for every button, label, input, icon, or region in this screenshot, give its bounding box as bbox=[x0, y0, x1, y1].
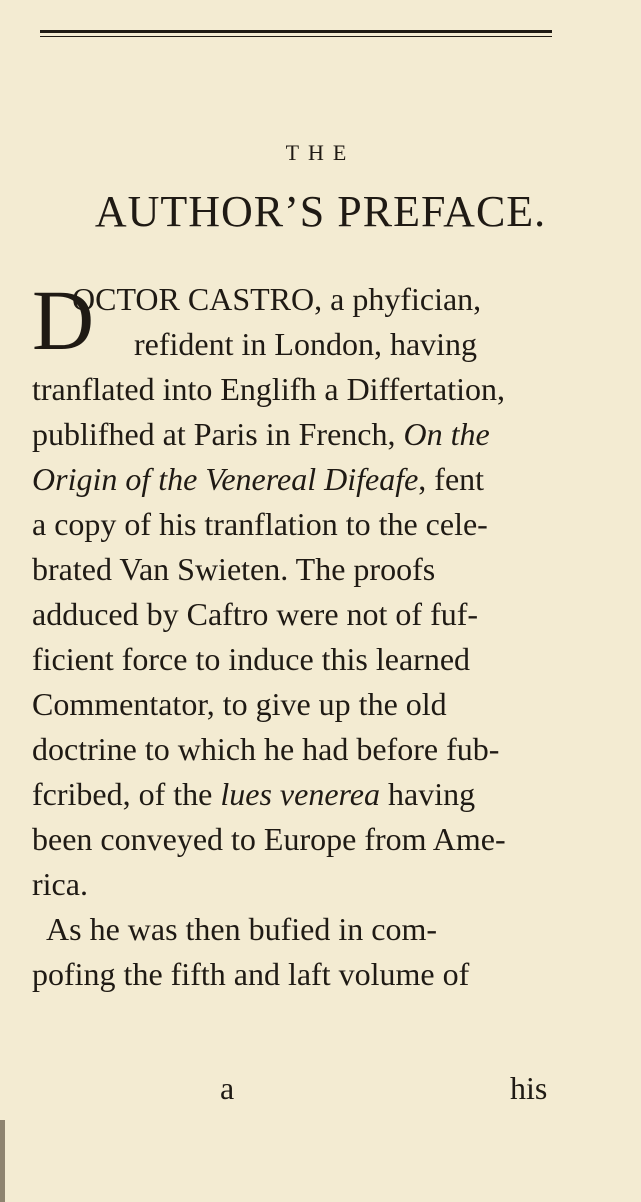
text-line bbox=[32, 772, 586, 817]
text-line bbox=[32, 502, 586, 547]
text-line bbox=[32, 952, 586, 997]
line-text: Commentator, to give up the old bbox=[32, 686, 447, 722]
text-line bbox=[32, 592, 586, 637]
text-line bbox=[32, 322, 586, 367]
text-line bbox=[32, 637, 586, 682]
line-text: ficient force to induce this learned bbox=[32, 641, 471, 677]
line-text: rica. bbox=[32, 866, 88, 902]
text-line bbox=[32, 547, 586, 592]
catchword: his bbox=[510, 1070, 548, 1106]
text-line bbox=[32, 862, 586, 907]
heading-small: THE bbox=[285, 140, 356, 165]
line-text: tranflated into Englifh a Differtation, bbox=[32, 371, 506, 407]
top-rule-thin bbox=[40, 36, 552, 37]
line-text: brated Van Swieten. The proofs bbox=[32, 551, 436, 587]
line-text: fcribed, of the lues venerea having bbox=[32, 776, 476, 812]
signature-mark: a bbox=[220, 1070, 235, 1106]
text-line bbox=[32, 367, 586, 412]
drop-cap: D bbox=[32, 272, 95, 368]
text-line bbox=[32, 277, 586, 322]
line-text: publifhed at Paris in French, On the bbox=[32, 416, 490, 452]
text-line bbox=[32, 682, 586, 727]
line-text: refident in London, having bbox=[134, 326, 478, 362]
line-text: As he was then bufied in com- bbox=[46, 911, 438, 947]
top-rule bbox=[40, 30, 552, 33]
text-line bbox=[32, 727, 586, 772]
text-line bbox=[32, 457, 586, 502]
line-text: adduced by Caftro were not of fuf- bbox=[32, 596, 479, 632]
text-line bbox=[32, 412, 586, 457]
page-title: AUTHOR’S PREFACE. bbox=[94, 187, 547, 236]
page-edge-shadow bbox=[0, 1120, 5, 1202]
text-line bbox=[32, 817, 586, 862]
catchword-line bbox=[0, 1070, 641, 1115]
line-text: been conveyed to Europe from Ame- bbox=[32, 821, 506, 857]
line-text: OCTOR CASTRO, a phyfician, bbox=[72, 281, 482, 317]
preface-text bbox=[32, 272, 586, 997]
line-text: pofing the fifth and laft volume of bbox=[32, 956, 470, 992]
text-line bbox=[32, 907, 586, 952]
line-text: doctrine to which he had before fub- bbox=[32, 731, 500, 767]
line-text: Origin of the Venereal Difeafe, fent bbox=[32, 461, 485, 497]
line-text: a copy of his tranflation to the cele- bbox=[32, 506, 488, 542]
